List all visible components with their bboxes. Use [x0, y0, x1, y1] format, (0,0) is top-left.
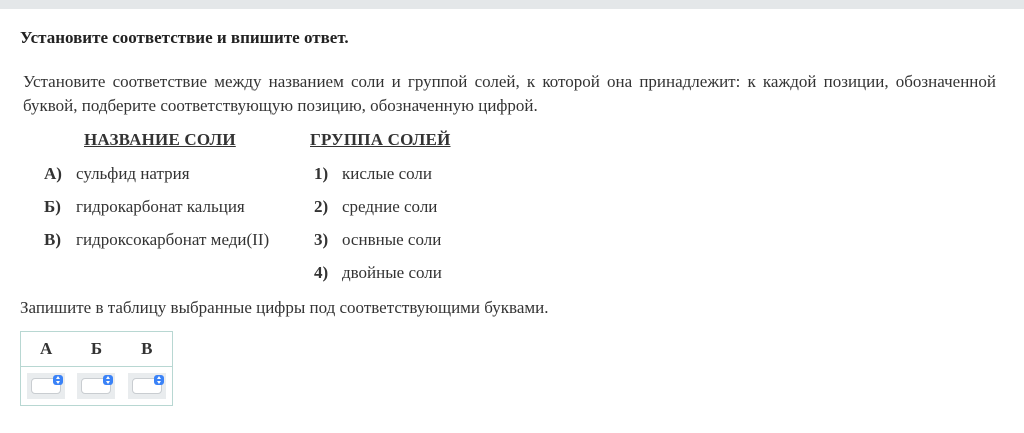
group-item-3 — [314, 230, 441, 250]
top-bar — [0, 0, 1024, 9]
item-text: сульфид натрия — [76, 164, 190, 183]
answer-instruction: Запишите в таблицу выбранные цифры под соответствующими буквами. — [20, 298, 549, 317]
answer-column-a: А — [21, 332, 72, 367]
select-arrows-icon — [154, 375, 164, 385]
answer-cell-v — [122, 367, 173, 406]
answer-select-v[interactable] — [128, 373, 166, 399]
item-number: 4) — [314, 263, 329, 282]
item-text: оснвные соли — [342, 230, 442, 249]
salt-item-b — [44, 197, 245, 217]
select-arrows-icon — [53, 375, 63, 385]
answer-cell-a — [21, 367, 72, 406]
left-column-header: НАЗВАНИЕ СОЛИ — [84, 130, 236, 149]
answer-table — [20, 331, 173, 406]
item-number: 2) — [314, 197, 329, 216]
right-column-header: ГРУППА СОЛЕЙ — [310, 130, 451, 149]
instruction-title: Установите соответствие и впишите ответ. — [20, 28, 349, 47]
group-item-4 — [314, 263, 442, 283]
item-text: гидрокарбонат кальция — [76, 197, 245, 216]
group-item-1 — [314, 164, 432, 184]
answer-cell-b — [71, 367, 121, 406]
answer-input-row — [21, 367, 173, 406]
salt-item-a — [44, 164, 190, 184]
item-text: гидроксокарбонат меди(II) — [76, 230, 270, 249]
item-letter: В) — [44, 230, 61, 249]
item-number: 1) — [314, 164, 329, 183]
group-item-2 — [314, 197, 437, 217]
answer-select-b[interactable] — [77, 373, 115, 399]
item-text: кислые соли — [342, 164, 433, 183]
item-text: средние соли — [342, 197, 438, 216]
item-text: двойные соли — [342, 263, 442, 282]
salt-item-v — [44, 230, 269, 250]
answer-select-a[interactable] — [27, 373, 65, 399]
item-letter: А) — [44, 164, 62, 183]
task-text: Установите соответствие между названием соли и группой солей, к которой она принадлежит: к каждой позиции, обозначенной буквой, подберите соответствующую позицию, обозначенную цифрой. — [23, 72, 996, 115]
select-arrows-icon — [103, 375, 113, 385]
answer-column-b: Б — [71, 332, 121, 367]
item-letter: Б) — [44, 197, 61, 216]
answer-header-row — [21, 332, 173, 367]
item-number: 3) — [314, 230, 329, 249]
answer-column-v: В — [122, 332, 173, 367]
